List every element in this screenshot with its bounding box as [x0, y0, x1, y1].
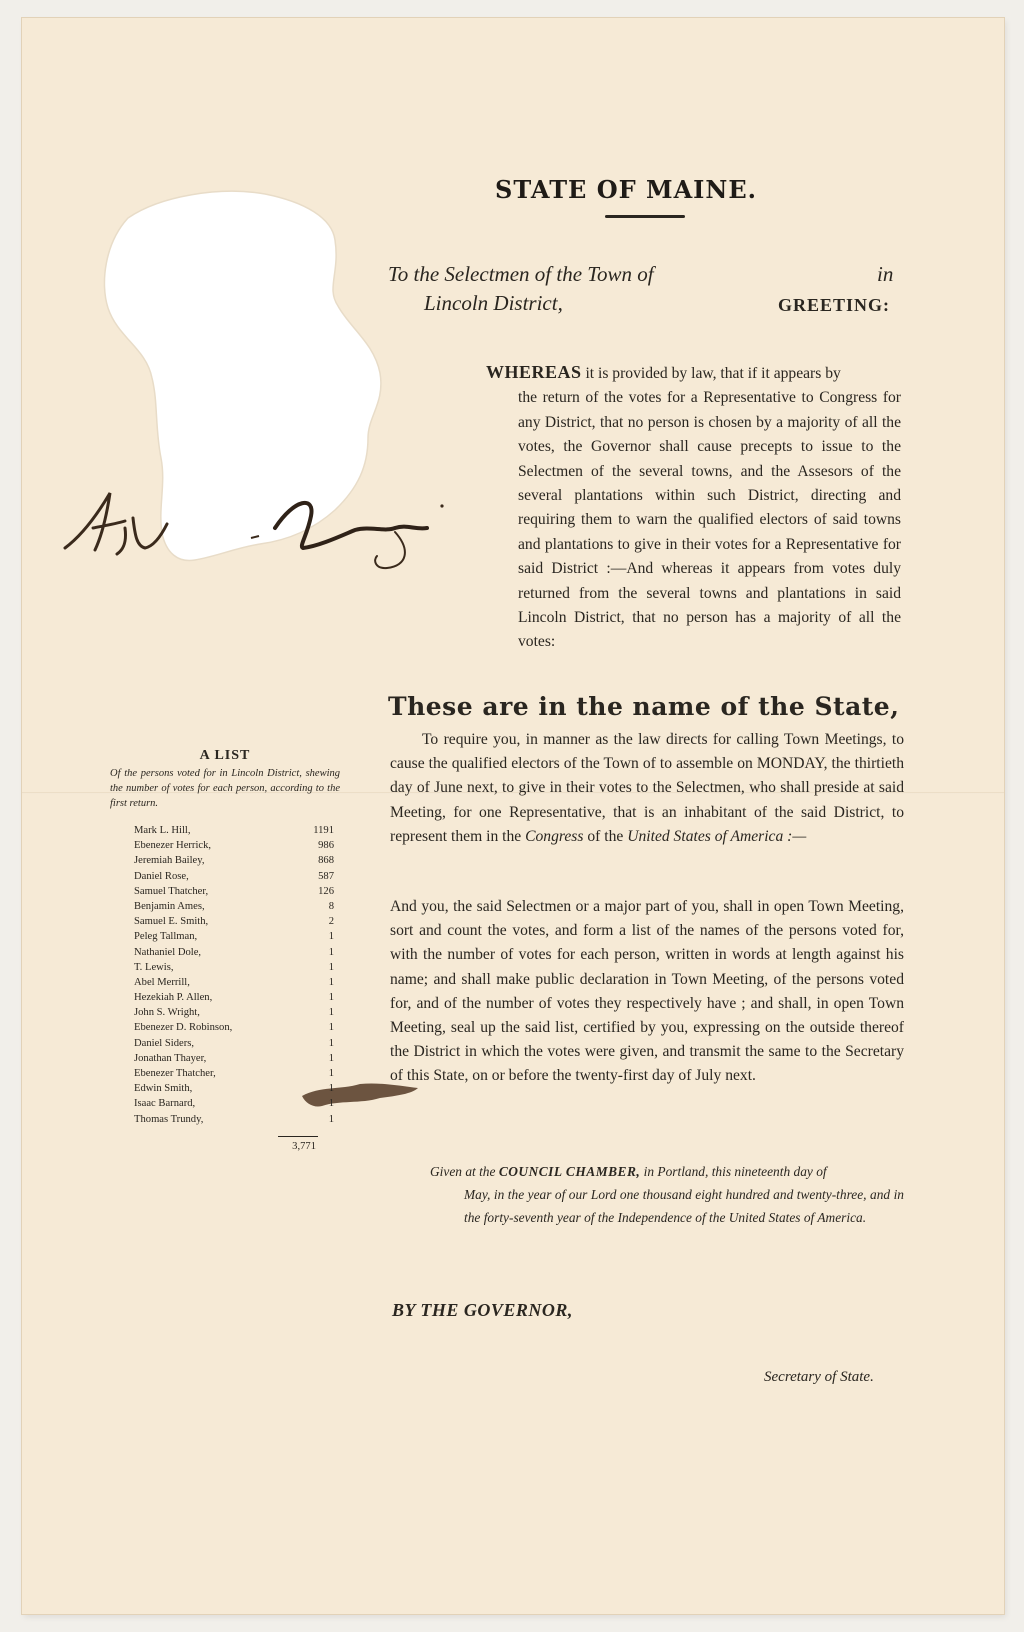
candidate-name: Isaac Barnard,	[134, 1098, 196, 1110]
vote-count: 1	[328, 1052, 334, 1064]
vote-count: 1	[328, 1113, 334, 1125]
vote-count: 587	[318, 870, 334, 882]
vote-count: 126	[318, 885, 334, 897]
vote-total: 3,771	[292, 1141, 316, 1152]
vote-count: 986	[318, 840, 334, 852]
given-chamber: COUNCIL CHAMBER,	[498, 1164, 641, 1179]
candidate-name: Mark L. Hill,	[134, 825, 191, 836]
vote-count: 868	[318, 855, 334, 867]
given-rest-first: in Portland, this nineteenth day of	[643, 1164, 827, 1179]
whereas-first-text: it is provided by law, that if it appears by	[585, 365, 841, 382]
proclamation-heading: These are in the name of the State,	[388, 692, 900, 721]
title-rule	[605, 215, 685, 218]
salutation-line-1: To the Selectmen of the Town of	[388, 262, 654, 286]
secretary-of-state: Secretary of State.	[764, 1369, 874, 1385]
vote-count: 1	[328, 931, 334, 943]
list-item	[134, 1066, 334, 1081]
candidate-name: Ebenezer Thatcher,	[134, 1068, 216, 1079]
salutation-line-2: Lincoln District,	[424, 291, 563, 315]
p1-congress: Congress	[525, 827, 584, 845]
list-item	[134, 1096, 334, 1111]
vote-list-header	[110, 748, 340, 811]
list-item	[134, 960, 334, 975]
list-item	[134, 899, 334, 914]
candidate-name: Jeremiah Bailey,	[134, 855, 205, 867]
list-item	[134, 990, 334, 1005]
candidate-name: Samuel E. Smith,	[134, 916, 209, 928]
given-rest: May, in the year of our Lord one thousand eight hundred and twenty-three, and in the forty-seventh year of the Independence of the United States of America.	[464, 1187, 904, 1225]
given-at-paragraph	[430, 1160, 904, 1229]
candidate-name: Jonathan Thayer,	[134, 1052, 207, 1064]
list-item	[134, 1051, 334, 1066]
p1-text-a: To require you, in manner as the law directs for calling Town Meetings, to cause the qualified electors of the Town of	[390, 731, 904, 773]
candidate-name: Nathaniel Dole,	[134, 946, 202, 958]
vote-list-title: A LIST	[199, 748, 251, 763]
candidate-name: Daniel Rose,	[134, 870, 189, 882]
whereas-first-line	[486, 360, 901, 386]
whereas-paragraph	[486, 360, 901, 655]
list-item	[134, 823, 334, 838]
list-item	[134, 884, 334, 899]
candidate-name: Daniel Siders,	[134, 1037, 195, 1049]
candidate-name: Ebenezer D. Robinson,	[134, 1022, 233, 1034]
list-item	[134, 1112, 334, 1127]
vote-count: 1	[328, 946, 334, 958]
by-the-governor: BY THE GOVERNOR,	[392, 1300, 573, 1320]
candidate-name: John S. Wright,	[134, 1007, 200, 1019]
vote-count: 1	[328, 992, 334, 1004]
p1-usa: United States of America :—	[627, 827, 807, 845]
vote-list	[134, 823, 334, 1127]
candidate-name: Ebenezer Herrick,	[134, 840, 212, 852]
p1-text-b: to assemble on MONDAY, the thirtieth day of June next, to give in their votes to the Selectmen, who shall preside at said Meeting, for one Representative, that is an inhabitant of the said District, to represent them in the	[390, 755, 904, 845]
signature	[55, 488, 465, 578]
proclamation-paragraph-1	[390, 728, 904, 849]
vote-count: 1	[328, 976, 334, 988]
list-item	[134, 1036, 334, 1051]
proclamation-paragraph-2: And you, the said Selectmen or a major part of you, shall in open Town Meeting, sort and count the votes, and form a list of the names of the persons voted for, with the number of votes for each person, written in words at length against his name; and shall make public declaration in Town Meeting, of the persons voted for, and of the number of votes they respectively have ; and shall, in open Town Meeting, seal up the said list, certified by you, expressing on the outside thereof the District in which the votes were given, and transmit the same to the Secretary of this State, on or before the twenty-first day of July next.	[390, 898, 904, 1085]
p1-of-the: of the	[587, 827, 624, 845]
candidate-name: Abel Merrill,	[134, 976, 190, 988]
list-item	[134, 945, 334, 960]
list-item	[134, 975, 334, 990]
candidate-name: Edwin Smith,	[134, 1083, 193, 1095]
greeting: GREETING:	[778, 295, 891, 315]
whereas-lead: WHEREAS	[486, 362, 582, 382]
vote-count: 1	[328, 961, 334, 973]
vote-count: 1	[328, 1083, 334, 1095]
candidate-name: Benjamin Ames,	[134, 900, 205, 912]
whereas-body: the return of the votes for a Representative to Congress for any District, that no person is chosen by a majority of all the votes, the Governor shall cause precepts to issue to the Selectmen of the several towns, and the Assesors of the several plantations within such District, directing and requiring them to warn the qualified electors of said towns and plantations to give in their votes for a Representative for said District :—And whereas it appears from votes duly returned from the several towns and plantations in said Lincoln District, that no person has a majority of all the votes:	[518, 389, 901, 651]
vote-count: 2	[328, 916, 334, 928]
vote-count: 1	[328, 1007, 334, 1019]
list-item	[134, 1005, 334, 1020]
list-item	[134, 1020, 334, 1035]
list-item	[134, 853, 334, 868]
salutation-in: in	[877, 262, 894, 286]
list-item	[134, 1081, 334, 1096]
vote-count: 1	[328, 1022, 334, 1034]
vote-list-subtitle: Of the persons voted for in Lincoln District, shewing the number of votes for each person, according to the first return.	[110, 768, 340, 809]
vote-count: 1	[328, 1068, 334, 1079]
total-rule	[278, 1136, 318, 1137]
vote-count: 1191	[313, 825, 334, 836]
candidate-name: T. Lewis,	[134, 961, 174, 973]
given-first-line	[430, 1160, 904, 1183]
list-item	[134, 869, 334, 884]
vote-count: 8	[328, 900, 334, 912]
candidate-name: Thomas Trundy,	[134, 1113, 204, 1125]
list-item	[134, 914, 334, 929]
vote-count: 1	[328, 1098, 334, 1110]
candidate-name: Samuel Thatcher,	[134, 885, 209, 897]
vote-count: 1	[328, 1037, 334, 1049]
document-title: STATE OF MAINE.	[495, 175, 757, 204]
candidate-name: Hezekiah P. Allen,	[134, 992, 213, 1004]
given-prefix: Given at the	[430, 1164, 496, 1179]
list-item	[134, 929, 334, 944]
candidate-name: Peleg Tallman,	[134, 931, 198, 943]
list-item	[134, 838, 334, 853]
